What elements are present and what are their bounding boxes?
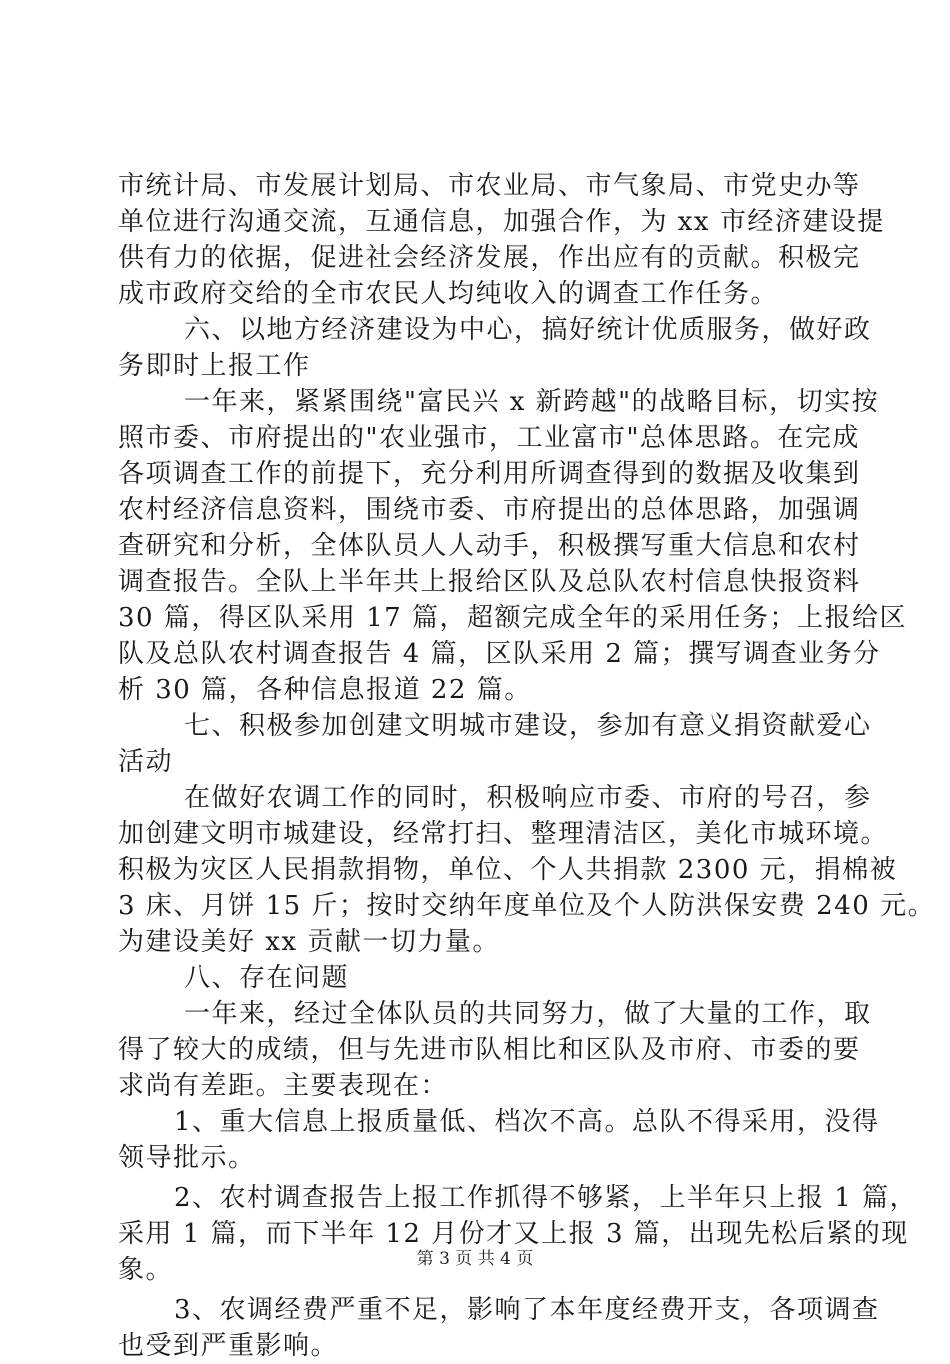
text-line: 六、以地方经济建设为中心，搞好统计优质服务，做好政 [184, 315, 872, 345]
document-body [118, 168, 936, 1364]
text-line: 成市政府交给的全市农民人均纯收入的调查工作任务。 [118, 279, 779, 309]
text-line: 八、存在问题 [184, 963, 350, 993]
text-line: 调查报告。全队上半年共上报给区队及总队农村信息快报资料 [118, 567, 861, 597]
text-line: 采用 1 篇，而下半年 12 月份才又上报 3 篇，出现先松后紧的现 [118, 1219, 909, 1249]
text-line: 七、积极参加创建文明城市建设，参加有意义捐资献爱心 [184, 711, 872, 741]
text-line: 象。 [118, 1255, 174, 1285]
text-line: 析 30 篇，各种信息报道 22 篇。 [118, 675, 532, 705]
text-line: 市统计局、市发展计划局、市农业局、市气象局、市党史办等 [118, 171, 861, 201]
text-line: 积极为灾区人民捐款捐物，单位、个人共捐款 2300 元，捐棉被 [118, 855, 898, 885]
text-line: 队及总队农村调查报告 4 篇，区队采用 2 篇；撰写调查业务分 [118, 639, 881, 669]
text-line: 得了较大的成绩，但与先进市队相比和区队及市府、市委的要 [118, 1035, 861, 1065]
text-line: 活动 [118, 747, 174, 777]
text-line: 查研究和分析，全体队员人人动手，积极撰写重大信息和农村 [118, 531, 861, 561]
text-line: 农村经济信息资料，围绕市委、市府提出的总体思路，加强调 [118, 495, 861, 525]
text-line: 2、农村调查报告上报工作抓得不够紧，上半年只上报 1 篇， [174, 1183, 918, 1213]
text-line: 在做好农调工作的同时，积极响应市委、市府的号召，参 [184, 783, 872, 813]
text-line: 照市委、市府提出的"农业强市，工业富市"总体思路。在完成 [118, 423, 860, 453]
text-line: 领导批示。 [118, 1143, 256, 1173]
text-line: 3 床、月饼 15 斤；按时交纳年度单位及个人防洪保安费 240 元。 [118, 891, 936, 921]
text-line: 单位进行沟通交流，互通信息，加强合作，为 xx 市经济建设提 [118, 207, 885, 237]
page-footer: 第 3 页 共 4 页 [416, 1249, 534, 1269]
text-line: 务即时上报工作 [118, 351, 311, 381]
text-line: 30 篇，得区队采用 17 篇，超额完成全年的采用任务；上报给区 [118, 603, 907, 633]
text-line: 为建设美好 xx 贡献一切力量。 [118, 927, 500, 957]
text-line: 供有力的依据，促进社会经济发展，作出应有的贡献。积极完 [118, 243, 861, 273]
text-line: 也受到严重影响。 [118, 1331, 339, 1361]
text-line: 求尚有差距。主要表现在： [118, 1071, 449, 1101]
text-line: 加创建文明市城建设，经常打扫、整理清洁区，美化市城环境。 [118, 819, 889, 849]
text-line: 各项调查工作的前提下，充分利用所调查得到的数据及收集到 [118, 459, 861, 489]
text-line: 一年来，经过全体队员的共同努力，做了大量的工作，取 [184, 999, 872, 1029]
text-line: 3、农调经费严重不足，影响了本年度经费开支，各项调查 [174, 1295, 880, 1325]
text-line: 一年来，紧紧围绕"富民兴 x 新跨越"的战略目标，切实按 [184, 387, 880, 417]
text-line: 1、重大信息上报质量低、档次不高。总队不得采用，没得 [174, 1107, 880, 1137]
